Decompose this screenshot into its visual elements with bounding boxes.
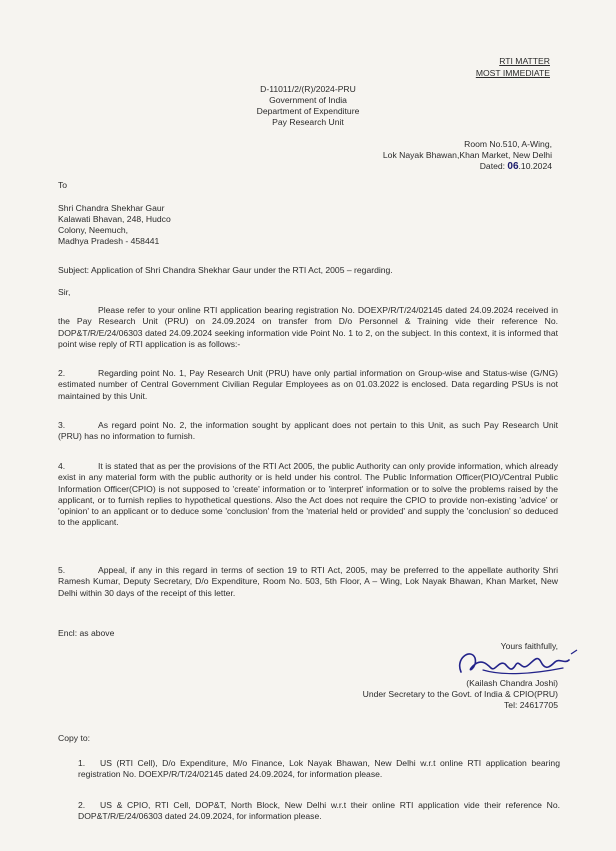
dated-day: 06 (507, 161, 519, 172)
paragraph-5 (58, 565, 558, 599)
paragraph-3 (58, 420, 558, 443)
paragraph-2 (58, 368, 558, 402)
recipient-line: Kalawati Bhavan, 248, Hudco (58, 214, 171, 224)
paragraph-1: Please refer to your online RTI application bearing registration No. DOEXP/R/T/24/02145 dated 24.09.2024 received in the Pay Research Unit (PRU) on 24.09.2024 on transfer from D/o Personnel & Training vide their reference No. DOP&T/R/E/24/06303 dated 24.09.2024 seeking information vide Point No. 1 to 2, on the subject. In this context, it is informed that point wise reply of RTI application is as follows:- (58, 305, 558, 349)
paragraph-text: As regard point No. 2, the information sought by applicant does not pertain to this Unit, as such Pay Research Unit (PRU) has no information to furnish. (58, 420, 558, 442)
recipient-line: Colony, Neemuch, (58, 225, 129, 235)
signatory-tel: Tel: 24617705 (504, 700, 558, 710)
signatory-name: (Kailash Chandra Joshi) (466, 678, 558, 688)
department-line: Department of Expenditure (256, 106, 360, 116)
dated-rest: .10.2024 (518, 161, 552, 171)
recipient-address (58, 203, 171, 247)
enclosure-note: Encl: as above (58, 628, 115, 638)
rti-matter-tag: RTI MATTER (499, 56, 550, 66)
copy-item (78, 758, 560, 781)
paragraph-number: 5. (58, 565, 66, 575)
copy-item (78, 800, 560, 823)
closing: Yours faithfully, (500, 641, 558, 651)
paragraph-number: 2. (58, 368, 66, 378)
most-immediate-tag: MOST IMMEDIATE (475, 68, 550, 78)
recipient-line: Madhya Pradesh - 458441 (58, 236, 160, 246)
office-address (383, 139, 552, 172)
to-label: To (58, 180, 68, 190)
paragraph-text: It is stated that as per the provisions of the RTI Act 2005, the public Authority can only provide information, which already exist in any material form with the public authority or is held under his control. The Public Information Officer(PIO)/Central Public Information Officer(CPIO) is not supposed to 'create' information or to 'interpret' information or to solve the problems raised by the applicant, or to furnish replies to hypothetical questions. Also the Act does not require the CPIO to provide non-existing 'advice' or 'opinion' to an applicant or to deduce some 'conclusion' from the 'material held or provided' and supply the 'conclusion' so deduced to the applicant. (58, 461, 558, 528)
dated-label: Dated: (479, 161, 506, 171)
paragraph-text: Regarding point No. 1, Pay Research Unit (PRU) have only partial information on Group-wise and Status-wise (G/NG) estimated number of Central Government Civilian Regular Employees as on 01.03.2022 is enclosed. Data regarding PSUs is not maintained by this Unit. (58, 368, 558, 401)
copy-item-text: US & CPIO, RTI Cell, DOP&T, North Block, New Delhi w.r.t their online RTI application vide their reference No. DOP&T/R/E/24/06303 dated 24.09.2024, for information please. (78, 800, 560, 822)
copy-item-number: 1. (78, 758, 86, 768)
address-line: Lok Nayak Bhawan,Khan Market, New Delhi (382, 150, 552, 160)
paragraph-4 (58, 461, 558, 529)
subject-line: Subject: Application of Shri Chandra Shekhar Gaur under the RTI Act, 2005 – regarding. (58, 265, 393, 275)
signatory-designation: Under Secretary to the Govt. of India & CPIO(PRU) (362, 689, 558, 699)
paragraph-number: 4. (58, 461, 66, 471)
paragraph-number: 3. (58, 420, 66, 430)
salutation: Sir, (58, 287, 71, 297)
copy-item-number: 2. (78, 800, 86, 810)
govt-line: Government of India (269, 95, 347, 105)
dated-line (383, 161, 552, 172)
unit-line: Pay Research Unit (272, 117, 344, 127)
room-line: Room No.510, A-Wing, (464, 139, 552, 149)
copy-item-text: US (RTI Cell), D/o Expenditure, M/o Finance, Lok Nayak Bhawan, New Delhi w.r.t online RTI application bearing registration No. DOEXP/R/T/24/02145 dated 24.09.2024, for information please. (78, 758, 560, 780)
recipient-line: Shri Chandra Shekhar Gaur (58, 203, 165, 213)
copy-to-label: Copy to: (58, 733, 91, 743)
signatory-block (363, 678, 558, 711)
file-number: D-11011/2/(R)/2024-PRU (260, 84, 356, 94)
letterhead (208, 84, 408, 128)
paragraph-text: Appeal, if any in this regard in terms of section 19 to RTI Act, 2005, may be preferred to the appellate authority Shri Ramesh Kumar, Deputy Secretary, D/o Expenditure, Room No. 503, 5th Floor, A – Wing, Lok Nayak Bhawan, Khan Market, New Delhi within 30 days of the receipt of this letter. (58, 565, 558, 598)
